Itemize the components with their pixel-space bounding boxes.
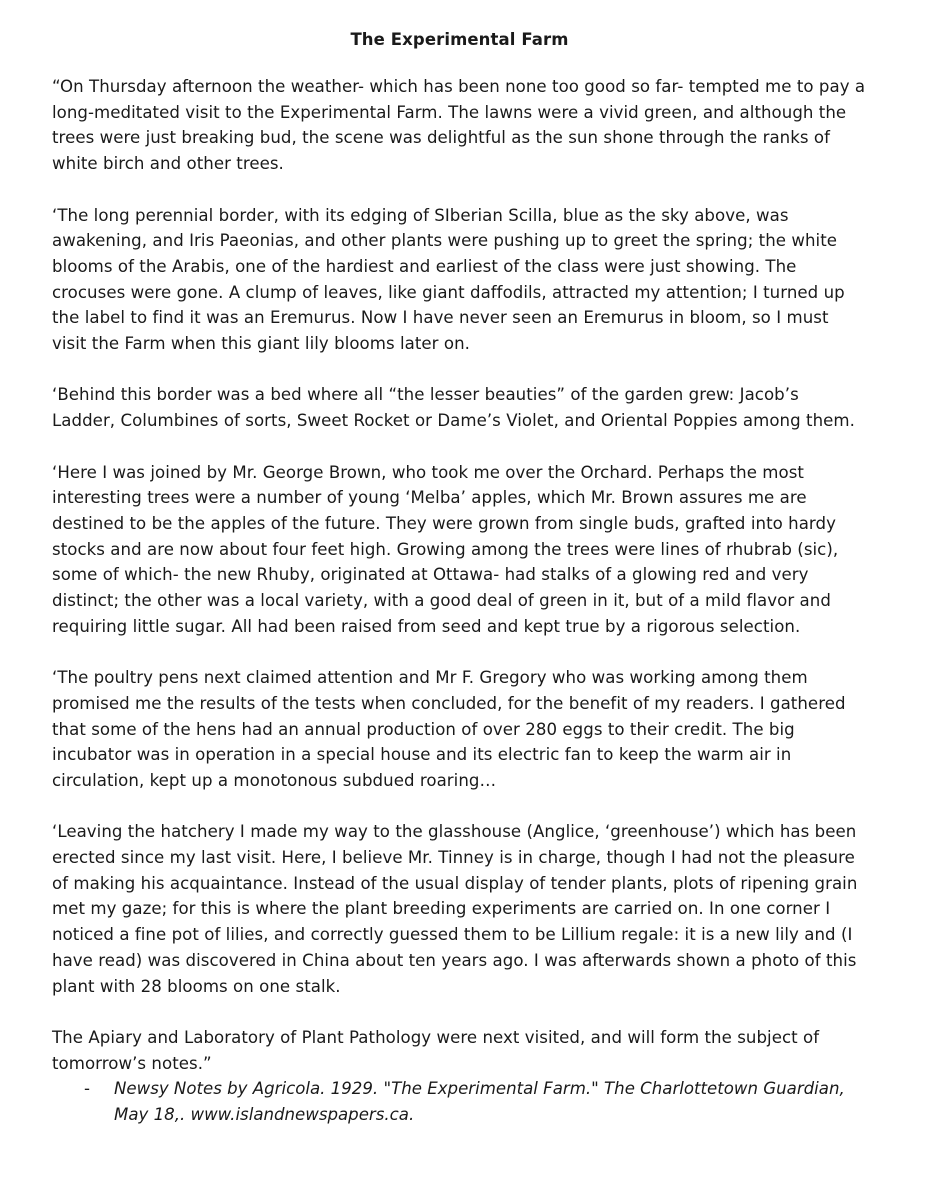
citation-bullet: - — [84, 1079, 90, 1099]
paragraph-visit-intro: “On Thursday afternoon the weather- which has been none too good so far- tempted me to pay a long-meditated visit to the Experimental Farm. The lawns were a vivid green, and although the trees were just breaking bud, the scene was delightful as the sun shone through the ranks of white birch and other trees. — [52, 77, 866, 174]
citation-text: Newsy Notes by Agricola. 1929. "The Experimental Farm." The Charlottetown Guardian, May 18,. www.islandnewspapers.ca. — [114, 1079, 845, 1125]
paragraph-perennial-border: ‘The long perennial border, with its edging of SIberian Scilla, blue as the sky above, was awakening, and Iris Paeonias, and other plants were pushing up to greet the spring; the white blooms of the Arabis, one of the hardiest and earliest of the class were just showing. The crocuses were gone. A clump of leaves, like giant daffodils, attracted my attention; I turned up the label to find it was an Eremurus. Now I have never seen an Eremurus in bloom, so I must visit the Farm when this giant lily blooms later on. — [52, 205, 845, 354]
citation — [52, 1076, 867, 1127]
paragraph-orchard: ‘Here I was joined by Mr. George Brown, who took me over the Orchard. Perhaps the most interesting trees were a number of young ‘Melba’ apples, which Mr. Brown assures me are destined to be the apples of the future. They were grown from single buds, grafted into hardy stocks and are now about four feet high. Growing among the trees were lines of rhubrab (sic), some of which- the new Rhuby, originated at Ottawa- had stalks of a glowing red and very distinct; the other was a local variety, with a good deal of green in it, but of a mild flavor and requiring little sugar. All had been raised from seed and kept true by a rigorous selection. — [52, 462, 839, 636]
paragraph-poultry: ‘The poultry pens next claimed attention and Mr F. Gregory who was working among them promised me the results of the tests when concluded, for the benefit of my readers. I gathered that some of the hens had an annual production of over 280 eggs to their credit. The big incubator was in operation in a special house and its electric fan to keep the warm air in circulation, kept up a monotonous subdued roaring… — [52, 668, 846, 790]
paragraph-glasshouse: ‘Leaving the hatchery I made my way to the glasshouse (Anglice, ‘greenhouse’) which has been erected since my last visit. Here, I believe Mr. Tinney is in charge, though I had not the pleasure of making his acquaintance. Instead of the usual display of tender plants, plots of ripening grain met my gaze; for this is where the plant breeding experiments are carried on. In one corner I noticed a fine pot of lilies, and correctly guessed them to be Lillium regale: it is a new lily and (I have read) was discovered in China about ten years ago. I was afterwards shown a photo of this plant with 28 blooms on one stalk. — [52, 822, 858, 996]
document-title: The Experimental Farm — [350, 30, 569, 49]
paragraph-apiary: The Apiary and Laboratory of Plant Pathology were next visited, and will form the subject of tomorrow’s notes.” — [52, 1027, 820, 1073]
paragraph-lesser-beauties: ‘Behind this border was a bed where all “the lesser beauties” of the garden grew: Jacob’s Ladder, Columbines of sorts, Sweet Rocket or Dame’s Violet, and Oriental Poppies among them. — [52, 385, 855, 431]
